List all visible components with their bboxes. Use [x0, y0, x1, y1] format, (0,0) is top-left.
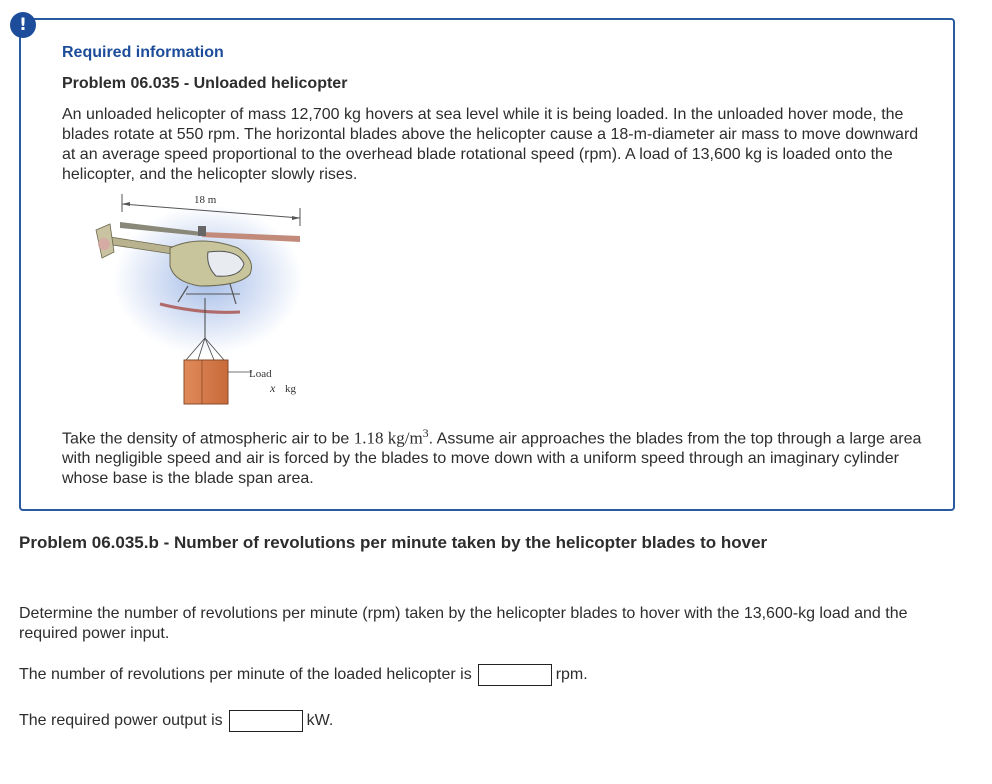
rpm-label: The number of revolutions per minute of the loaded helicopter is: [19, 666, 472, 683]
rpm-unit: rpm.: [555, 666, 588, 683]
power-input[interactable]: [229, 710, 303, 732]
mass-variable: x: [270, 381, 276, 395]
rpm-input[interactable]: [478, 664, 552, 686]
density-rest: . Assume air approaches the blades from the top through a large area with negligible speed and air is forced by the blades to move down with a uniform speed through an imaginary cylinder whose base is the blade span area.: [62, 430, 922, 488]
power-unit: kW.: [306, 712, 334, 729]
density-intro: Take the density of atmospheric air to be: [62, 430, 354, 448]
power-label: The required power output is: [19, 712, 223, 729]
diameter-label: 18 m: [194, 194, 217, 206]
mass-unit: kg: [285, 383, 296, 395]
density-value: 1.18 kg/m: [353, 428, 423, 448]
required-information-title: Required information: [62, 44, 224, 61]
rpm-answer-row: [19, 664, 588, 686]
helicopter-figure: [90, 190, 320, 410]
problem-title: Problem 06.035 - Unloaded helicopter: [62, 75, 348, 92]
helicopter-illustration: [90, 190, 320, 410]
density-exponent: 3: [422, 426, 429, 440]
alert-icon: !: [10, 12, 36, 38]
density-paragraph: [62, 423, 932, 489]
power-answer-row: [19, 710, 333, 732]
load-label: Load: [249, 368, 272, 380]
load-box: [184, 360, 228, 404]
part-title: Problem 06.035.b - Number of revolutions per minute taken by the helicopter blades to hover: [19, 533, 768, 552]
question-text: Determine the number of revolutions per minute (rpm) taken by the helicopter blades to hover with the 13,600-kg load and the required power input.: [19, 605, 908, 642]
problem-description: An unloaded helicopter of mass 12,700 kg hovers at sea level while it is being loaded. In the unloaded hover mode, the blades rotate at 550 rpm. The horizontal blades above the helicopter cause a 18-m-diameter air mass to move downward at an average speed proportional to the overhead blade rotational speed (rpm). A load of 13,600 kg is loaded onto the helicopter, and the helicopter slowly rises.: [62, 106, 919, 183]
